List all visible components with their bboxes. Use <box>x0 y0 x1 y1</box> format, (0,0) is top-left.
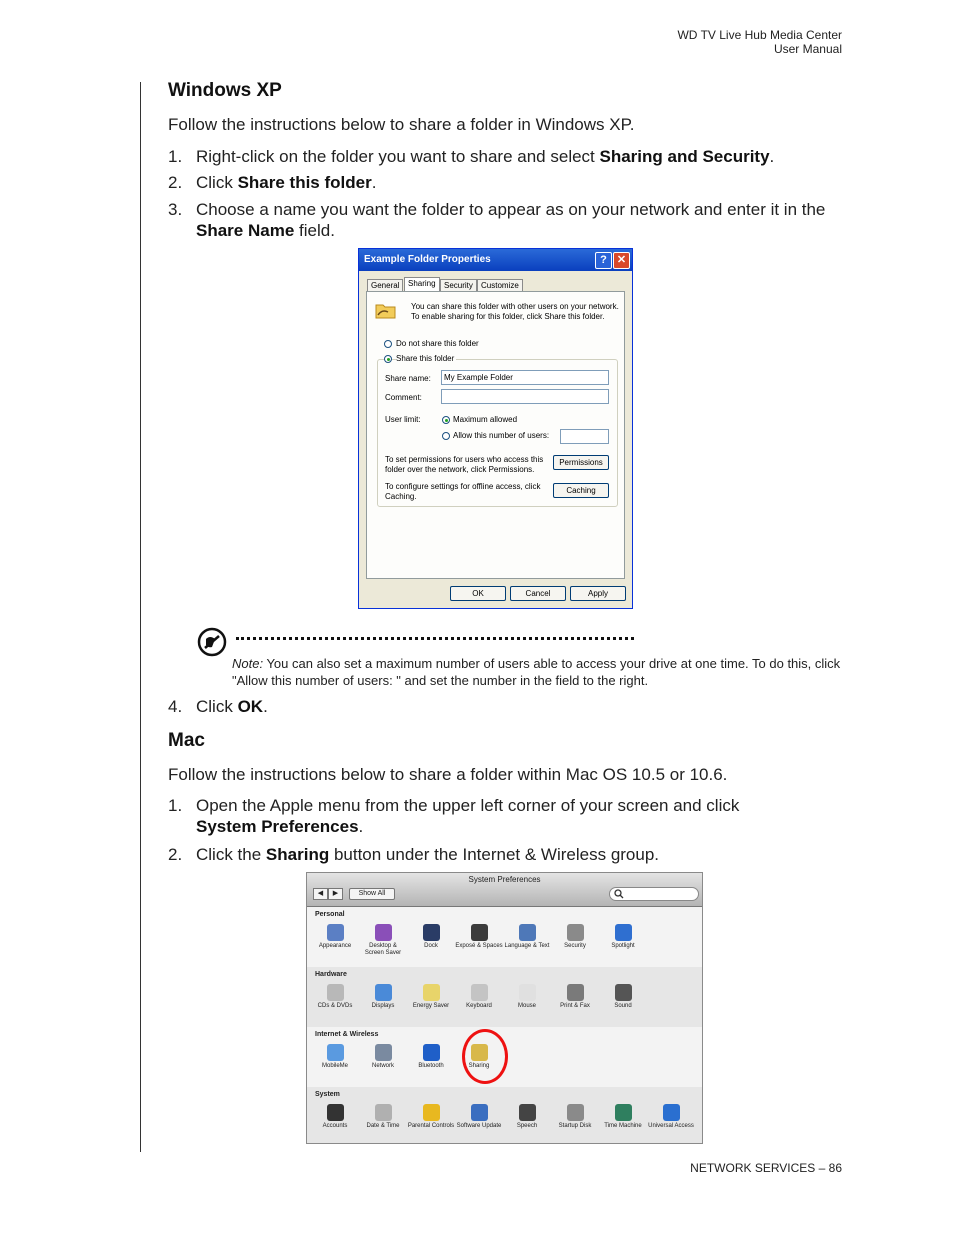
pref-section-personal <box>307 907 702 968</box>
note-icon <box>197 627 227 657</box>
section-heading: Internet & Wireless <box>315 1031 379 1038</box>
permissions-text: To set permissions for users who access this folder over the network, click Permissions. <box>385 455 544 474</box>
window-title: System Preferences <box>468 875 541 884</box>
pref-section-hardware <box>307 967 702 1028</box>
pref-label: Speech <box>516 1123 538 1129</box>
energy-saver-icon <box>423 984 440 1001</box>
universal-access-icon <box>663 1104 680 1121</box>
step-number: 2. <box>168 845 183 864</box>
pref-desktop-screen-saver[interactable] <box>359 924 407 957</box>
share-name-input[interactable]: My Example Folder <box>441 370 609 385</box>
mobileme-icon <box>327 1044 344 1061</box>
tab-security[interactable]: Security <box>440 279 477 291</box>
displays-icon <box>375 984 392 1001</box>
pref-label: Network <box>371 1063 394 1069</box>
caching-text: To configure settings for offline access, click Caching. <box>385 482 541 501</box>
pref-appearance[interactable] <box>311 924 359 950</box>
pref-software-update[interactable] <box>455 1104 503 1130</box>
pref-label: CDs & DVDs <box>317 1003 353 1009</box>
user-limit-label: User limit: <box>385 415 421 424</box>
pref-speech[interactable] <box>503 1104 551 1130</box>
date-time-icon <box>375 1104 392 1121</box>
pref-mobileme[interactable] <box>311 1044 359 1070</box>
radio-do-not-share[interactable] <box>384 340 392 348</box>
pref-parental-controls[interactable] <box>407 1104 455 1130</box>
step-text-end: . <box>769 147 775 166</box>
folder-properties-dialog <box>358 248 633 609</box>
max-allowed-label: Maximum allowed <box>453 415 518 424</box>
back-button[interactable]: ◀ <box>313 888 328 900</box>
step-bold: System Preferences <box>196 817 359 836</box>
note-body: You can also set a maximum number of users able to access your drive at one time. To do this, click "Allow this number of users: " and set the number in the field to the right. <box>232 656 841 688</box>
parental-controls-icon <box>423 1104 440 1121</box>
step-text-end: . <box>371 173 377 192</box>
step-text: Right-click on the folder you want to share and select <box>196 147 600 166</box>
running-header <box>677 28 842 56</box>
pref-label: Mouse <box>517 1003 536 1009</box>
section-heading: Hardware <box>315 971 347 978</box>
startup-disk-icon <box>567 1104 584 1121</box>
margin-rule <box>140 82 141 1152</box>
pref-label: Print & Fax <box>560 1003 590 1009</box>
header-doc: User Manual <box>773 42 842 56</box>
pref-label: Desktop & Screen Saver <box>364 943 402 956</box>
pref-expos-spaces[interactable] <box>455 924 503 950</box>
pref-label: Software Update <box>456 1123 502 1129</box>
cds-dvds-icon <box>327 984 344 1001</box>
pref-dock[interactable] <box>407 924 455 950</box>
pref-label: Appearance <box>318 943 352 949</box>
radio-max-allowed[interactable] <box>442 416 450 424</box>
permissions-button[interactable]: Permissions <box>553 455 609 470</box>
pref-label: Date & Time <box>366 1123 400 1129</box>
pref-language-text[interactable] <box>503 924 551 950</box>
appearance-icon <box>327 924 344 941</box>
pref-label: Spotlight <box>611 943 635 949</box>
step-number: 1. <box>168 796 183 815</box>
radio-do-not-share-label: Do not share this folder <box>396 339 479 348</box>
pref-universal-access[interactable] <box>647 1104 695 1130</box>
pref-label: Keyboard <box>466 1003 492 1009</box>
note-text <box>232 655 844 689</box>
pref-sound[interactable] <box>599 984 647 1010</box>
pref-label: MobileMe <box>321 1063 348 1069</box>
radio-share[interactable] <box>384 355 392 363</box>
mouse-icon <box>519 984 536 1001</box>
expos-spaces-icon <box>471 924 488 941</box>
system-preferences-window <box>306 872 703 1144</box>
sharing-highlight-circle <box>462 1029 508 1084</box>
search-icon <box>614 889 624 899</box>
step-number: 1. <box>168 147 183 166</box>
pref-mouse[interactable] <box>503 984 551 1010</box>
pref-label: Accounts <box>322 1123 348 1129</box>
mac-heading: Mac <box>168 730 205 751</box>
pref-print-fax[interactable] <box>551 984 599 1010</box>
step-text: Click <box>196 173 238 192</box>
radio-allow-number[interactable] <box>442 432 450 440</box>
pref-label: Bluetooth <box>418 1063 444 1069</box>
apply-button[interactable]: Apply <box>570 586 626 601</box>
pref-network[interactable] <box>359 1044 407 1070</box>
step-text: Open the Apple menu from the upper left corner of your screen and click <box>196 796 740 815</box>
close-icon[interactable]: ✕ <box>613 252 630 269</box>
spotlight-icon <box>615 924 632 941</box>
header-product: WD TV Live Hub Media Center <box>677 28 842 42</box>
forward-button[interactable]: ▶ <box>328 888 343 900</box>
page-footer <box>690 1161 842 1175</box>
footer-section: NETWORK SERVICES <box>690 1161 816 1175</box>
pref-keyboard[interactable] <box>455 984 503 1010</box>
pref-security[interactable] <box>551 924 599 950</box>
sound-icon <box>615 984 632 1001</box>
pref-label: Sound <box>614 1003 632 1009</box>
step-text: Click the <box>196 845 266 864</box>
print-fax-icon <box>567 984 584 1001</box>
pref-label: Parental Controls <box>407 1123 455 1129</box>
pref-label: Startup Disk <box>558 1123 592 1129</box>
help-icon[interactable]: ? <box>595 252 612 269</box>
step-bold: OK <box>237 697 264 716</box>
dock-icon <box>423 924 440 941</box>
time-machine-icon <box>615 1104 632 1121</box>
pref-energy-saver[interactable] <box>407 984 455 1010</box>
pref-label: Dock <box>424 943 438 949</box>
speech-icon <box>519 1104 536 1121</box>
user-count-stepper[interactable] <box>560 429 609 444</box>
step-bold: Share Name <box>196 221 295 240</box>
step-text-end: field. <box>294 221 335 240</box>
mac-intro: Follow the instructions below to share a folder within Mac OS 10.5 or 10.6. <box>168 765 728 784</box>
step-text-end: . <box>263 697 268 716</box>
pref-label: Time Machine <box>604 1123 642 1129</box>
comment-label: Comment: <box>385 393 422 402</box>
section-heading: System <box>315 1091 340 1098</box>
note-label: Note: <box>232 656 264 671</box>
step-number: 4. <box>168 697 183 716</box>
keyboard-icon <box>471 984 488 1001</box>
winxp-heading: Windows XP <box>168 80 282 101</box>
step-bold: Sharing and Security <box>599 147 770 166</box>
pref-label: Energy Saver <box>412 1003 450 1009</box>
pref-section-system <box>307 1087 702 1144</box>
radio-share-label: Share this folder <box>396 354 455 363</box>
pref-spotlight[interactable] <box>599 924 647 950</box>
ok-button[interactable]: OK <box>450 586 506 601</box>
step-bold: Share this folder <box>237 173 372 192</box>
accounts-icon <box>327 1104 344 1121</box>
winxp-intro: Follow the instructions below to share a folder in Windows XP. <box>168 115 635 134</box>
pref-label: Displays <box>371 1003 395 1009</box>
cancel-button[interactable]: Cancel <box>510 586 566 601</box>
pref-startup-disk[interactable] <box>551 1104 599 1130</box>
sharing-panel <box>366 291 625 579</box>
pref-label: Exposé & Spaces <box>455 943 503 949</box>
bluetooth-icon <box>423 1044 440 1061</box>
pref-date-time[interactable] <box>359 1104 407 1130</box>
show-all-button[interactable]: Show All <box>349 888 395 900</box>
pref-cds-dvds[interactable] <box>311 984 359 1010</box>
step-text: Choose a name you want the folder to appear as on your network and enter it in the <box>196 200 826 219</box>
dialog-title: Example Folder Properties <box>364 254 491 265</box>
share-name-label: Share name: <box>385 374 431 383</box>
mac-toolbar <box>307 873 702 907</box>
comment-input[interactable] <box>441 389 609 404</box>
section-heading: Personal <box>315 911 345 918</box>
note-divider <box>236 637 634 640</box>
shared-folder-icon <box>375 300 397 320</box>
software-update-icon <box>471 1104 488 1121</box>
pref-label: Sharing <box>468 1063 490 1069</box>
page-number: – 86 <box>815 1161 842 1175</box>
sharing-info: You can share this folder with other users on your network. To enable sharing for this folder, click Share this folder. <box>411 302 619 321</box>
pref-label: Language & Text <box>504 943 550 949</box>
dialog-titlebar <box>359 249 632 271</box>
step-number: 2. <box>168 173 183 192</box>
tab-customize[interactable]: Customize <box>477 279 523 291</box>
security-icon <box>567 924 584 941</box>
network-icon <box>375 1044 392 1061</box>
pref-displays[interactable] <box>359 984 407 1010</box>
desktop-screen-saver-icon <box>375 924 392 941</box>
pref-accounts[interactable] <box>311 1104 359 1130</box>
allow-number-label: Allow this number of users: <box>453 431 550 440</box>
step-number: 3. <box>168 200 183 219</box>
step-text: Click <box>196 697 238 716</box>
step-text-end: . <box>358 817 364 836</box>
step-text-end: button under the Internet & Wireless group. <box>329 845 660 864</box>
pref-bluetooth[interactable] <box>407 1044 455 1070</box>
tab-sharing[interactable]: Sharing <box>404 277 440 292</box>
caching-button[interactable]: Caching <box>553 483 609 498</box>
search-input[interactable] <box>609 887 699 901</box>
pref-label: Universal Access <box>648 1123 694 1129</box>
pref-label: Security <box>564 943 586 949</box>
pref-time-machine[interactable] <box>599 1104 647 1130</box>
tab-general[interactable]: General <box>367 279 403 291</box>
language-text-icon <box>519 924 536 941</box>
step-bold: Sharing <box>265 845 330 864</box>
